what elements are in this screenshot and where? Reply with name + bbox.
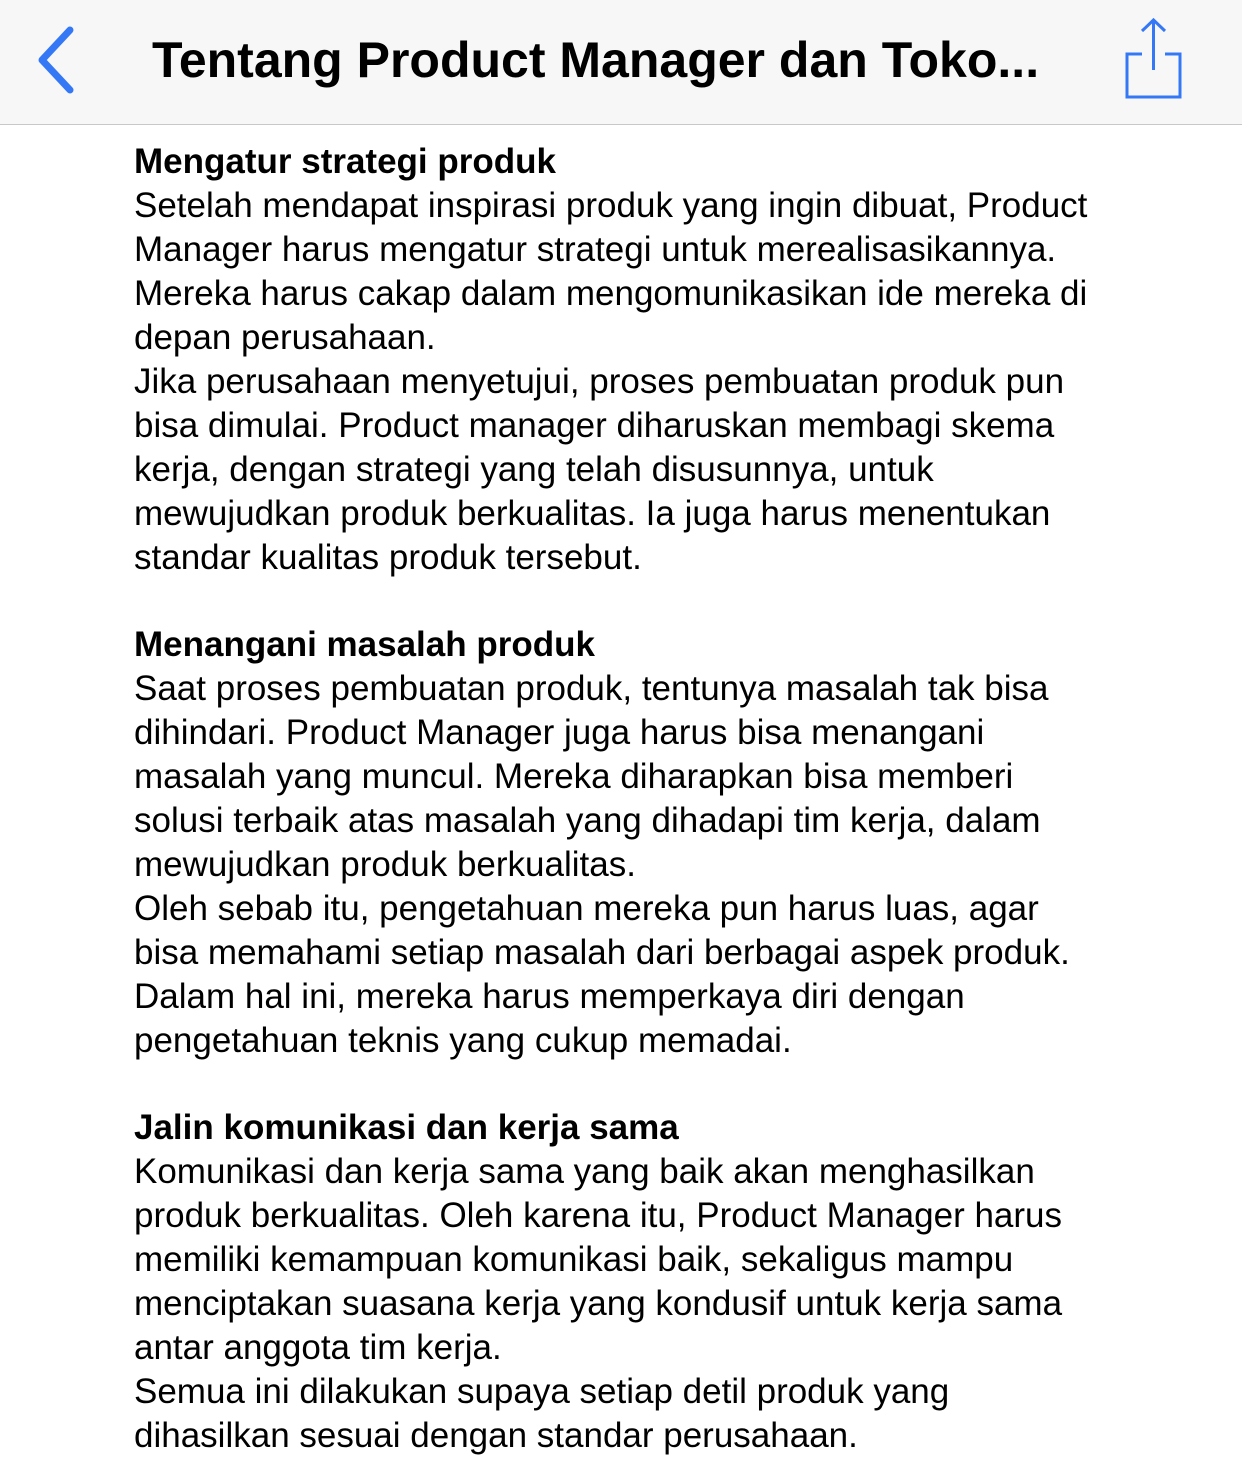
- paragraph-line: produk berkualitas. Oleh karena itu, Product Manager harus: [134, 1196, 1063, 1235]
- chevron-left-icon: [28, 22, 88, 98]
- paragraph-line: Komunikasi dan kerja sama yang baik akan menghasilkan: [134, 1152, 1035, 1191]
- paragraph-line: Saat proses pembuatan produk, tentunya masalah tak bisa: [134, 669, 1049, 708]
- section-heading: Menangani masalah produk: [134, 625, 595, 664]
- paragraph-line: mewujudkan produk berkualitas. Ia juga harus menentukan: [134, 494, 1051, 533]
- paragraph-line: memiliki kemampuan komunikasi baik, sekaligus mampu: [134, 1240, 1014, 1279]
- back-button[interactable]: [28, 22, 88, 98]
- paragraph-line: Semua ini dilakukan supaya setiap detil produk yang: [134, 1372, 950, 1411]
- share-icon: [1118, 14, 1188, 104]
- paragraph-line: standar kualitas produk tersebut.: [134, 538, 642, 577]
- paragraph-line: bisa dimulai. Product manager diharuskan membagi skema: [134, 406, 1055, 445]
- paragraph-line: Jika perusahaan menyetujui, proses pembuatan produk pun: [134, 362, 1065, 401]
- paragraph-line: Dalam hal ini, mereka harus memperkaya diri dengan: [134, 977, 965, 1016]
- paragraph-line: Oleh sebab itu, pengetahuan mereka pun harus luas, agar: [134, 889, 1039, 928]
- navigation-bar: [0, 0, 1242, 125]
- paragraph-line: menciptakan suasana kerja yang kondusif untuk kerja sama: [134, 1284, 1063, 1323]
- paragraph-line: masalah yang muncul. Mereka diharapkan bisa memberi: [134, 757, 1014, 796]
- paragraph-line: Mereka harus cakap dalam mengomunikasikan ide mereka di: [134, 274, 1088, 313]
- paragraph-line: solusi terbaik atas masalah yang dihadapi tim kerja, dalam: [134, 801, 1041, 840]
- article-section: [134, 140, 1184, 580]
- paragraph-line: Manager harus mengatur strategi untuk merealisasikannya.: [134, 230, 1057, 269]
- article-content: [134, 140, 1184, 1469]
- paragraph-line: antar anggota tim kerja.: [134, 1328, 502, 1367]
- paragraph-line: Setelah mendapat inspirasi produk yang ingin dibuat, Product: [134, 186, 1088, 225]
- section-heading: Jalin komunikasi dan kerja sama: [134, 1108, 679, 1147]
- paragraph-line: mewujudkan produk berkualitas.: [134, 845, 636, 884]
- article-section: [134, 623, 1184, 1063]
- paragraph-line: dihasilkan sesuai dengan standar perusahaan.: [134, 1416, 858, 1455]
- paragraph-line: kerja, dengan strategi yang telah disusunnya, untuk: [134, 450, 934, 489]
- paragraph-line: pengetahuan teknis yang cukup memadai.: [134, 1021, 792, 1060]
- paragraph-line: dihindari. Product Manager juga harus bisa menangani: [134, 713, 985, 752]
- paragraph-line: depan perusahaan.: [134, 318, 436, 357]
- paragraph-line: bisa memahami setiap masalah dari berbagai aspek produk.: [134, 933, 1070, 972]
- section-heading: Mengatur strategi produk: [134, 142, 556, 181]
- article-section: [134, 1106, 1184, 1458]
- page-title: Tentang Product Manager dan Toko...: [152, 32, 1040, 88]
- share-button[interactable]: [1118, 14, 1188, 104]
